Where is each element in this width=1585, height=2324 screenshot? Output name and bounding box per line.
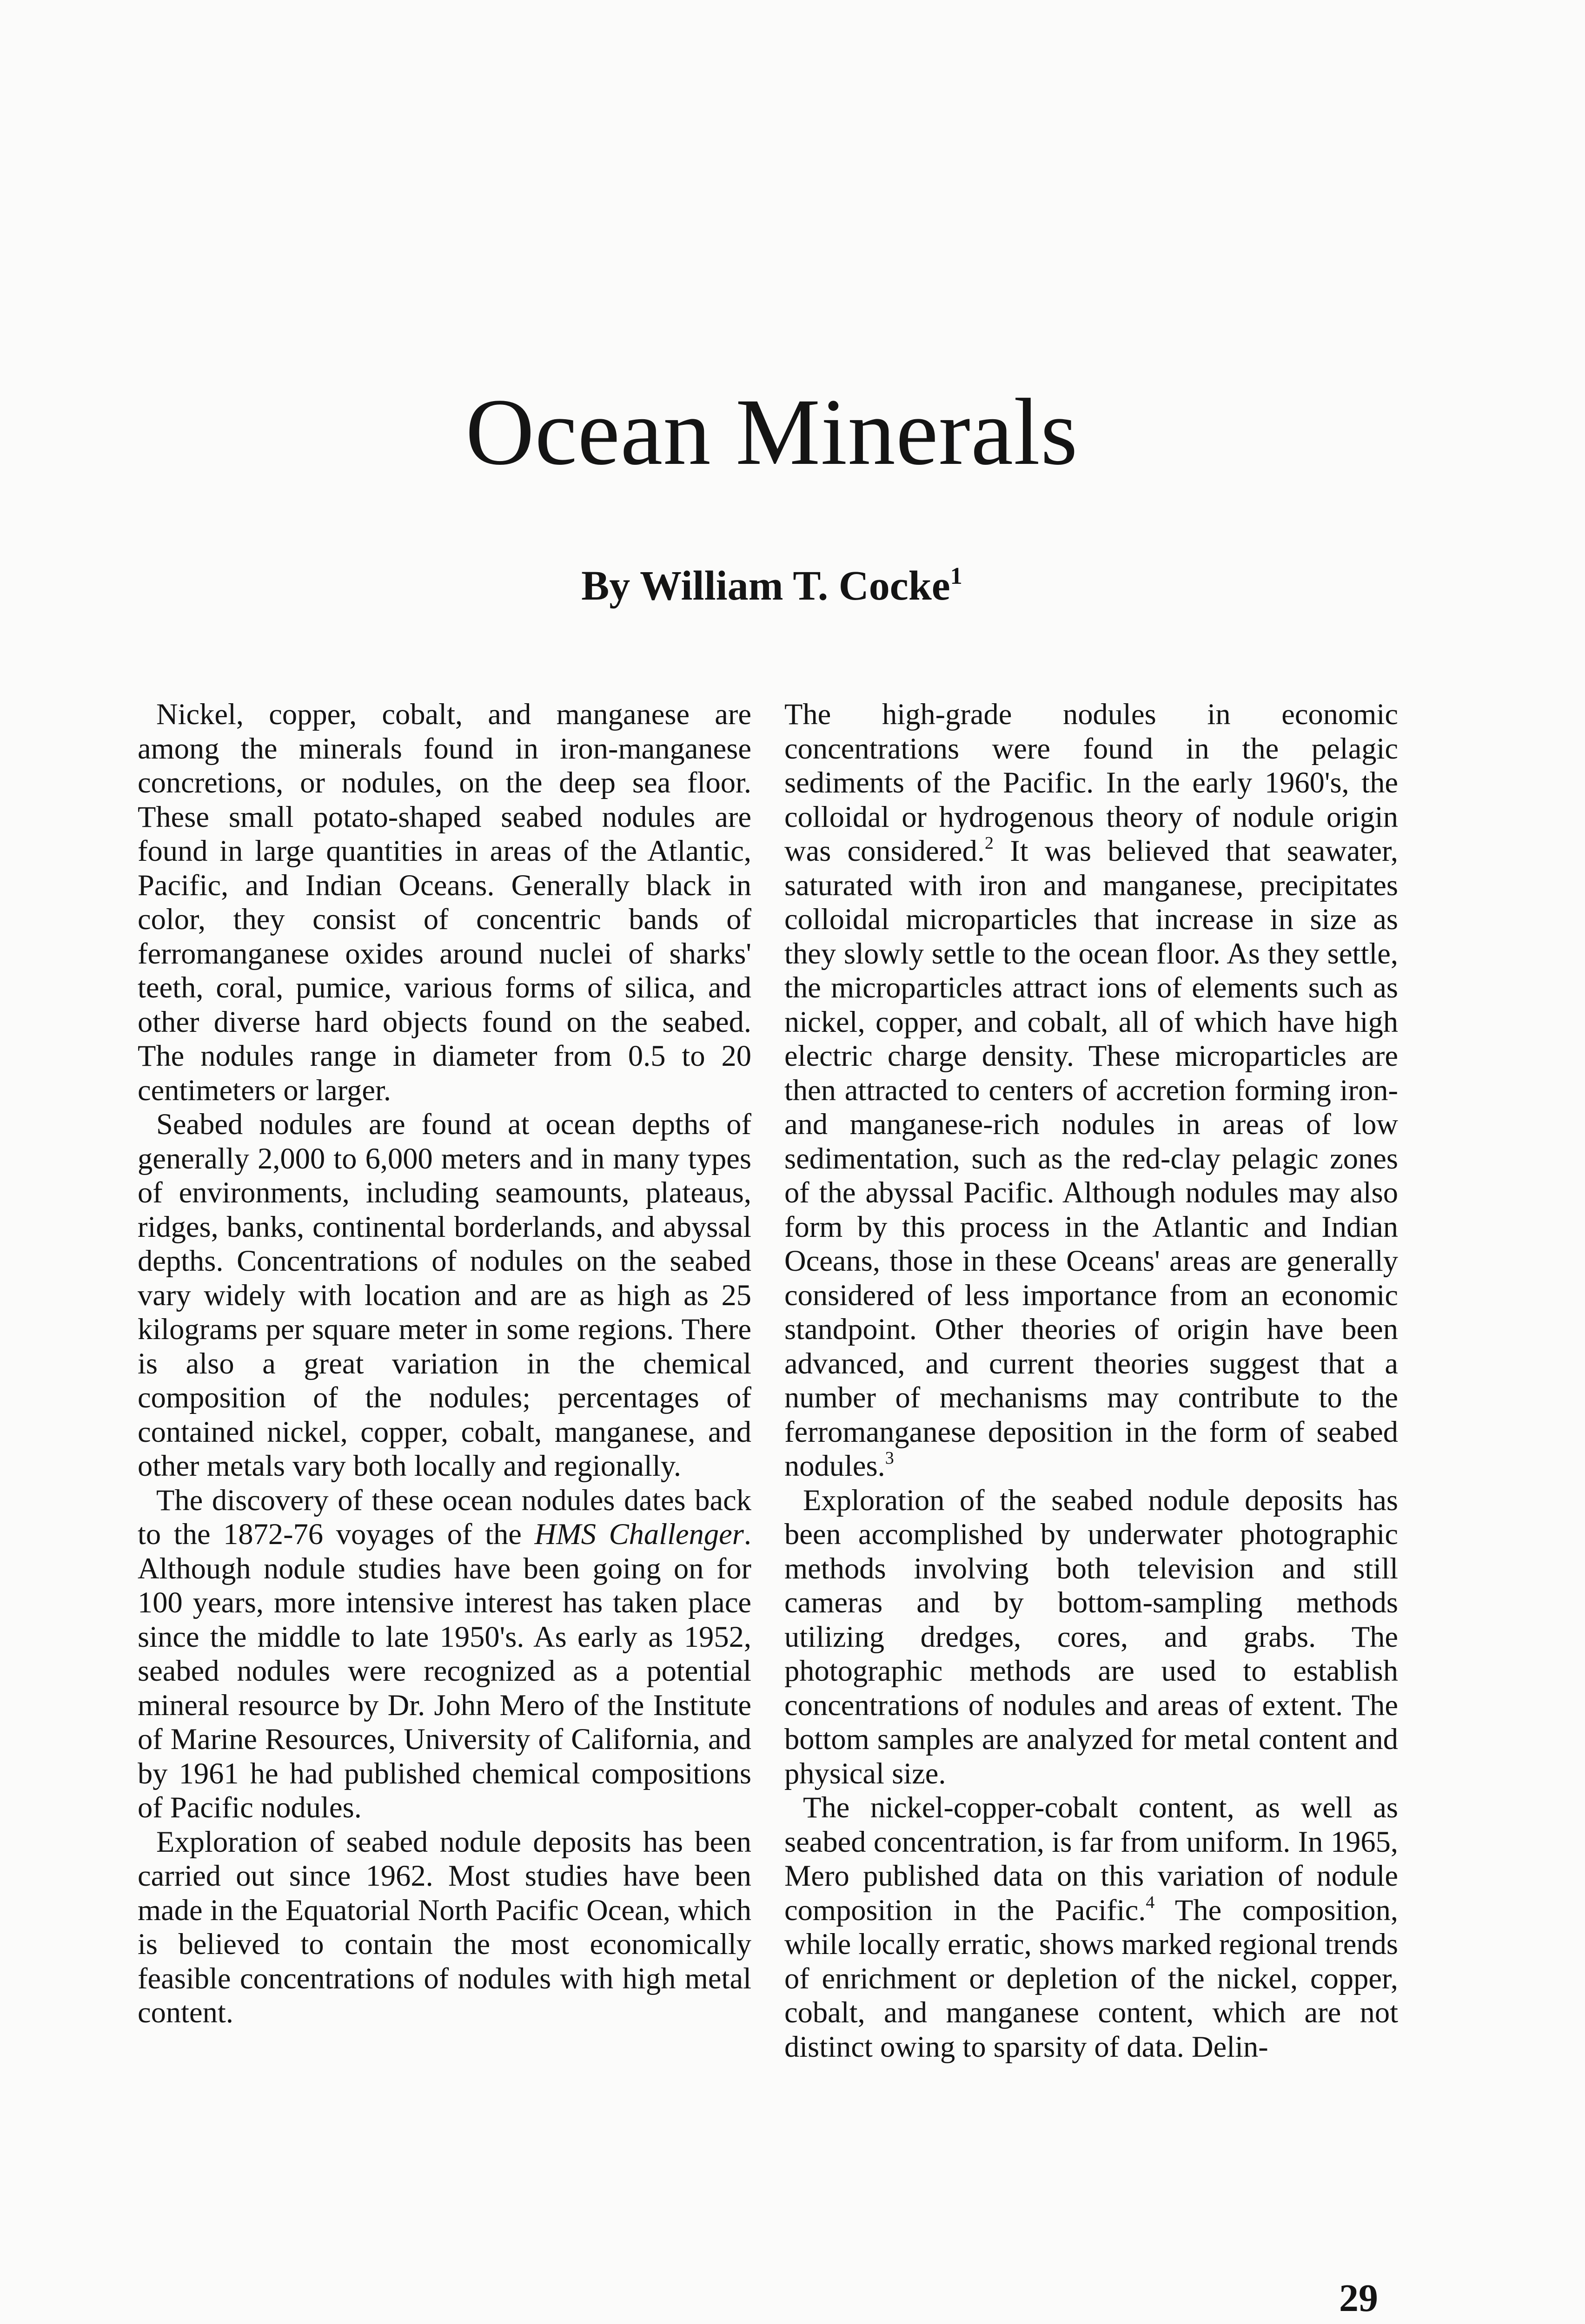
left-column [138,697,751,2030]
footnote-marker: 4 [1146,1892,1155,1912]
paragraph: Exploration of the seabed nodule deposits has been accomplished by underwater photographic methods involving both television and still cameras and by bottom-sampling methods utilizing dredges, cores, and grabs. The photographic methods are used to establish concentrations of nodules and areas of extent. The bottom samples are analyzed for metal content and physical size. [784,1483,1398,1790]
ship-name: HMS Challenger [534,1518,744,1551]
paragraph: Nickel, copper, cobalt, and manganese are among the minerals found in iron-manganese concretions, or nodules, on the deep sea floor. These small potato-shaped seabed nodules are found in large quantities in areas of the Atlantic, Pacific, and Indian Oceans. Generally black in color, they consist of concentric bands of ferromanganese oxides around nuclei of sharks' teeth, coral, pumice, various forms of silica, and other diverse hard objects found on the seabed. The nodules range in diameter from 0.5 to 20 centimeters or larger. [138,698,751,1107]
footnote-marker: 1 [950,563,962,589]
page-title: Ocean Minerals [465,379,1078,485]
paragraph [138,1483,751,1825]
author-name: By William T. Cocke [581,563,950,609]
paragraph-text: . Although nodule studies have been going on for 100 years, more intensive interest has taken place since the middle to late 1950's. As early as 1952, seabed nodules were recognized as a potential mineral resource by Dr. John Mero of the Institute of Marine Resources, University of California, and by 1961 he had published chemical compositions of Pacific nodules. [138,1518,751,1824]
paragraph-text: The composition, while locally erratic, shows marked regional trends of enrichment or depletion of the nickel, copper, cobalt, and manganese content, which are not distinct owing to sparsity of data. Delin- [784,1893,1399,2063]
right-column [784,697,1398,2064]
paragraph-text: The high-grade nodules in economic concentrations were found in the pelagic sediments of the Pacific. In the early 1960's, the colloidal or hydrogenous theory of nodule origin was considered. [784,698,1398,867]
paragraph-text: The nickel-copper-cobalt content, as well as seabed concentration, is far from uniform. In 1965, Mero published data on this variation of nodule composition in the Pacific. [784,1791,1398,1927]
footnote-marker: 3 [885,1448,894,1468]
footnote-marker: 2 [985,833,994,853]
paragraph: Seabed nodules are found at ocean depths of generally 2,000 to 6,000 meters and in many types of environments, including seamounts, plateaus, ridges, banks, continental borderlands, and abyssal depths. Concentrations of nodules on the seabed vary widely with location and are as high as 25 kilograms per square meter in some regions. There is also a great variation in the chemical composition of the nodules; percentages of contained nickel, copper, cobalt, manganese, and other metals vary both locally and regionally. [138,1108,751,1482]
paragraph-text: It was believed that seawater, saturated with iron and manganese, precipitates colloidal microparticles that increase in size as they slowly settle to the ocean floor. As they settle, the microparticles attract ions of elements such as nickel, copper, and cobalt, all of which have high electric charge density. These microparticles are then attracted to centers of accretion forming iron- and manganese-rich nodules in areas of low sedimentation, such as the red-clay pelagic zones of the abyssal Pacific. Although nodules may also form by this process in the Atlantic and Indian Oceans, those in these Oceans' areas are generally considered of less importance from an economic standpoint. Other theories of origin have been advanced, and current theories suggest that a number of mechanisms may contribute to the ferromanganese deposition in the form of seabed nodules. [784,834,1398,1482]
paragraph [784,1790,1398,2064]
paragraph: Exploration of seabed nodule deposits has been carried out since 1962. Most studies have been made in the Equatorial North Pacific Ocean, which is believed to contain the most economically feasible concentrations of nodules with high metal content. [138,1825,751,2029]
page-number: 29 [1339,2277,1378,2320]
paragraph-text: The discovery of these ocean nodules dates back to the 1872-76 voyages of the [138,1483,751,1551]
byline [0,551,1544,612]
paragraph [784,697,1398,1483]
